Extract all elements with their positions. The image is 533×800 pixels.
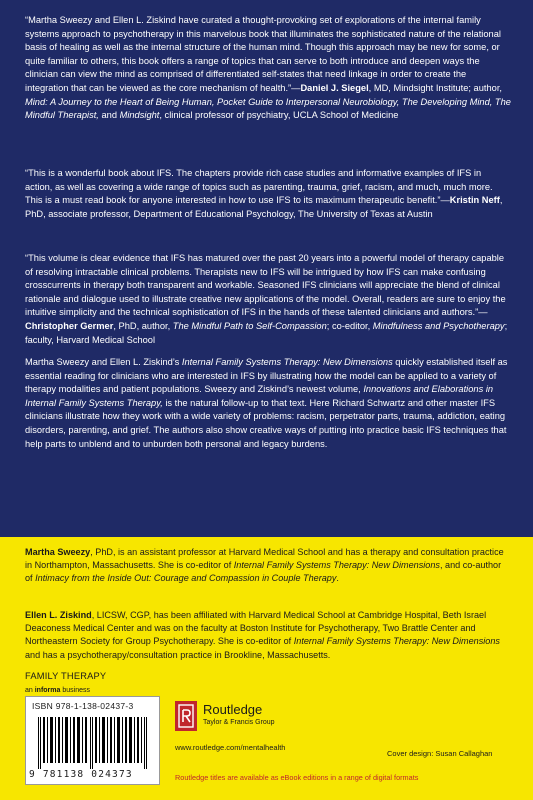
quote-work: Mindsight [119, 110, 160, 121]
bio-text: , PhD, is an assistant professor at Harvard Medical School and has a therapy and consultation practice in Northampton, Massachusetts. She is co-editor of [25, 547, 504, 571]
barcode-number: 9 781138 024373 [29, 769, 133, 780]
bio-text: , LICSW, CGP, has been affiliated with Harvard Medical School at Cambridge Hospital, Beth Israel Deaconess Medical Center and was on the faculty at Boston Institute for Psychotherapy, Two Brattle Center and Northeastern Society for Group Psychotherapy. She is co-editor of [25, 610, 487, 647]
barcode-icon [38, 717, 150, 769]
quote-credentials: , MD, Mindsight Institute; author, [368, 82, 502, 93]
bio-title: Internal Family Systems Therapy: New Dimensions [233, 560, 440, 571]
endorsement-germer [25, 252, 511, 347]
quote-work: Mindfulness and Psychotherapy [372, 320, 505, 331]
informa-tagline [25, 687, 90, 694]
informa-brand: informa [34, 687, 61, 694]
quote-credentials: ; faculty, Harvard Medical School [25, 320, 508, 345]
quote-author: Kristin Neff [449, 195, 500, 206]
quote-text: “This volume is clear evidence that IFS has matured over the past 20 years into a powerful model of therapy capable of resolving intractable clinical problems. Therapists new to IFS will be intrigued by how IFS can make confusing crosscurrents in therapy both transparent and workable. Seasoned IFS clinicians will appreciate the blend of clinical rationale and dialogue used to illustrate creative new applications of the model. Overall, readers are sure to enjoy the intuitive simplicity and the technical sophistication of IFS in the hands of these talented clinicians and authors.”— [25, 253, 506, 318]
bio-name: Martha Sweezy [25, 547, 91, 557]
bio-sweezy [25, 546, 511, 586]
description-title: Innovations and Elaborations in Internal Family Systems Therapy, [25, 384, 494, 408]
quote-and: and [98, 110, 120, 121]
quote-credentials: , PhD, associate professor, Department of Educational Psychology, The University of Texas at Austin [25, 195, 503, 219]
isbn-label: ISBN 978-1-138-02437-3 [32, 701, 134, 711]
publisher-name: Routledge [203, 702, 263, 717]
endorsement-siegel [25, 14, 511, 123]
author-panel [0, 537, 533, 800]
bio-text: , and co-author of [25, 560, 502, 584]
quote-work: The Mindful Path to Self-Compassion [172, 320, 327, 331]
description-text: Martha Sweezy and Ellen L. Ziskind’s [25, 357, 182, 367]
barcode-panel [25, 696, 160, 785]
informa-prefix: an [25, 687, 35, 694]
informa-suffix: business [60, 687, 90, 694]
bio-name: Ellen L. Ziskind [25, 610, 92, 620]
publisher-url: www.routledge.com/mentalhealth [175, 743, 286, 752]
book-description [25, 356, 511, 451]
quote-credentials: , PhD, author, [113, 320, 173, 331]
quote-author: Christopher Germer [25, 320, 114, 331]
bio-title: Internal Family Systems Therapy: New Dimensions [293, 636, 500, 647]
description-title: Internal Family Systems Therapy: New Dimensions [181, 357, 393, 367]
quote-works: Mind: A Journey to the Heart of Being Human, Pocket Guide to Interpersonal Neurobiology, The Developing Mind, The Mindful Therapist, [25, 96, 511, 121]
quote-author: Daniel J. Siegel [300, 82, 369, 93]
subject-category: FAMILY THERAPY [25, 671, 107, 681]
endorsement-neff [25, 167, 511, 221]
bio-title: Intimacy from the Inside Out: Courage and Compassion in Couple Therapy [35, 573, 337, 584]
quote-text: “This is a wonderful book about IFS. The chapters provide rich case studies and informative examples of IFS in action, as well as covering a wide range of topics such as parenting, trauma, grief, racism, and much, much more. This is a must read book for anyone interested in how to use IFS to its maximum therapeutic benefit.”— [25, 168, 493, 206]
description-text: is the natural follow-up to that text. Here Richard Schwartz and other master IFS clinicians illustrate how they work with a wide variety of problems: racism, perpetrator parts, trauma, addiction, eating disorders, parenting, and grief. The authors also show creative ways of putting into practice basic IFS techniques that help parts to unblend and to unburden both personal and legacy burdens. [25, 397, 507, 449]
routledge-logo-icon [175, 701, 197, 731]
quote-credentials: , clinical professor of psychiatry, UCLA School of Medicine [159, 110, 399, 121]
publisher-tagline: Taylor & Francis Group [203, 719, 275, 726]
bio-text: . [336, 573, 339, 584]
quote-text: “Martha Sweezy and Ellen L. Ziskind have curated a thought-provoking set of explorations of the internal family systems approach to psychotherapy in this marvelous book that illuminates the sophisticated nature of the relational basis of healing as well as the internal structure of the human mind. Though this approach may be new for some, or quite familiar to others, this book offers a range of topics that can serve to both introduce and deepen ways the clinician can view the mind as comprised of differentiated self-states that need linkage in order to create the integration that can be viewed as the core mechanism of health.”— [25, 15, 501, 93]
bio-ziskind [25, 609, 511, 662]
description-text: quickly established itself as essential reading for clinicians who are interested in IFS by illustrating how the model can be applied to a variety of therapy modalities and patient populations. Sweezy and Ziskind’s newest volume, [25, 357, 508, 395]
quote-credentials: ; co-editor, [326, 320, 373, 331]
cover-design-credit: Cover design: Susan Callaghan [387, 749, 493, 758]
bio-text: and has a psychotherapy/consultation practice in Brookline, Massachusetts. [25, 649, 331, 660]
ebook-note: Routledge titles are available as eBook editions in a range of digital formats [175, 773, 419, 782]
